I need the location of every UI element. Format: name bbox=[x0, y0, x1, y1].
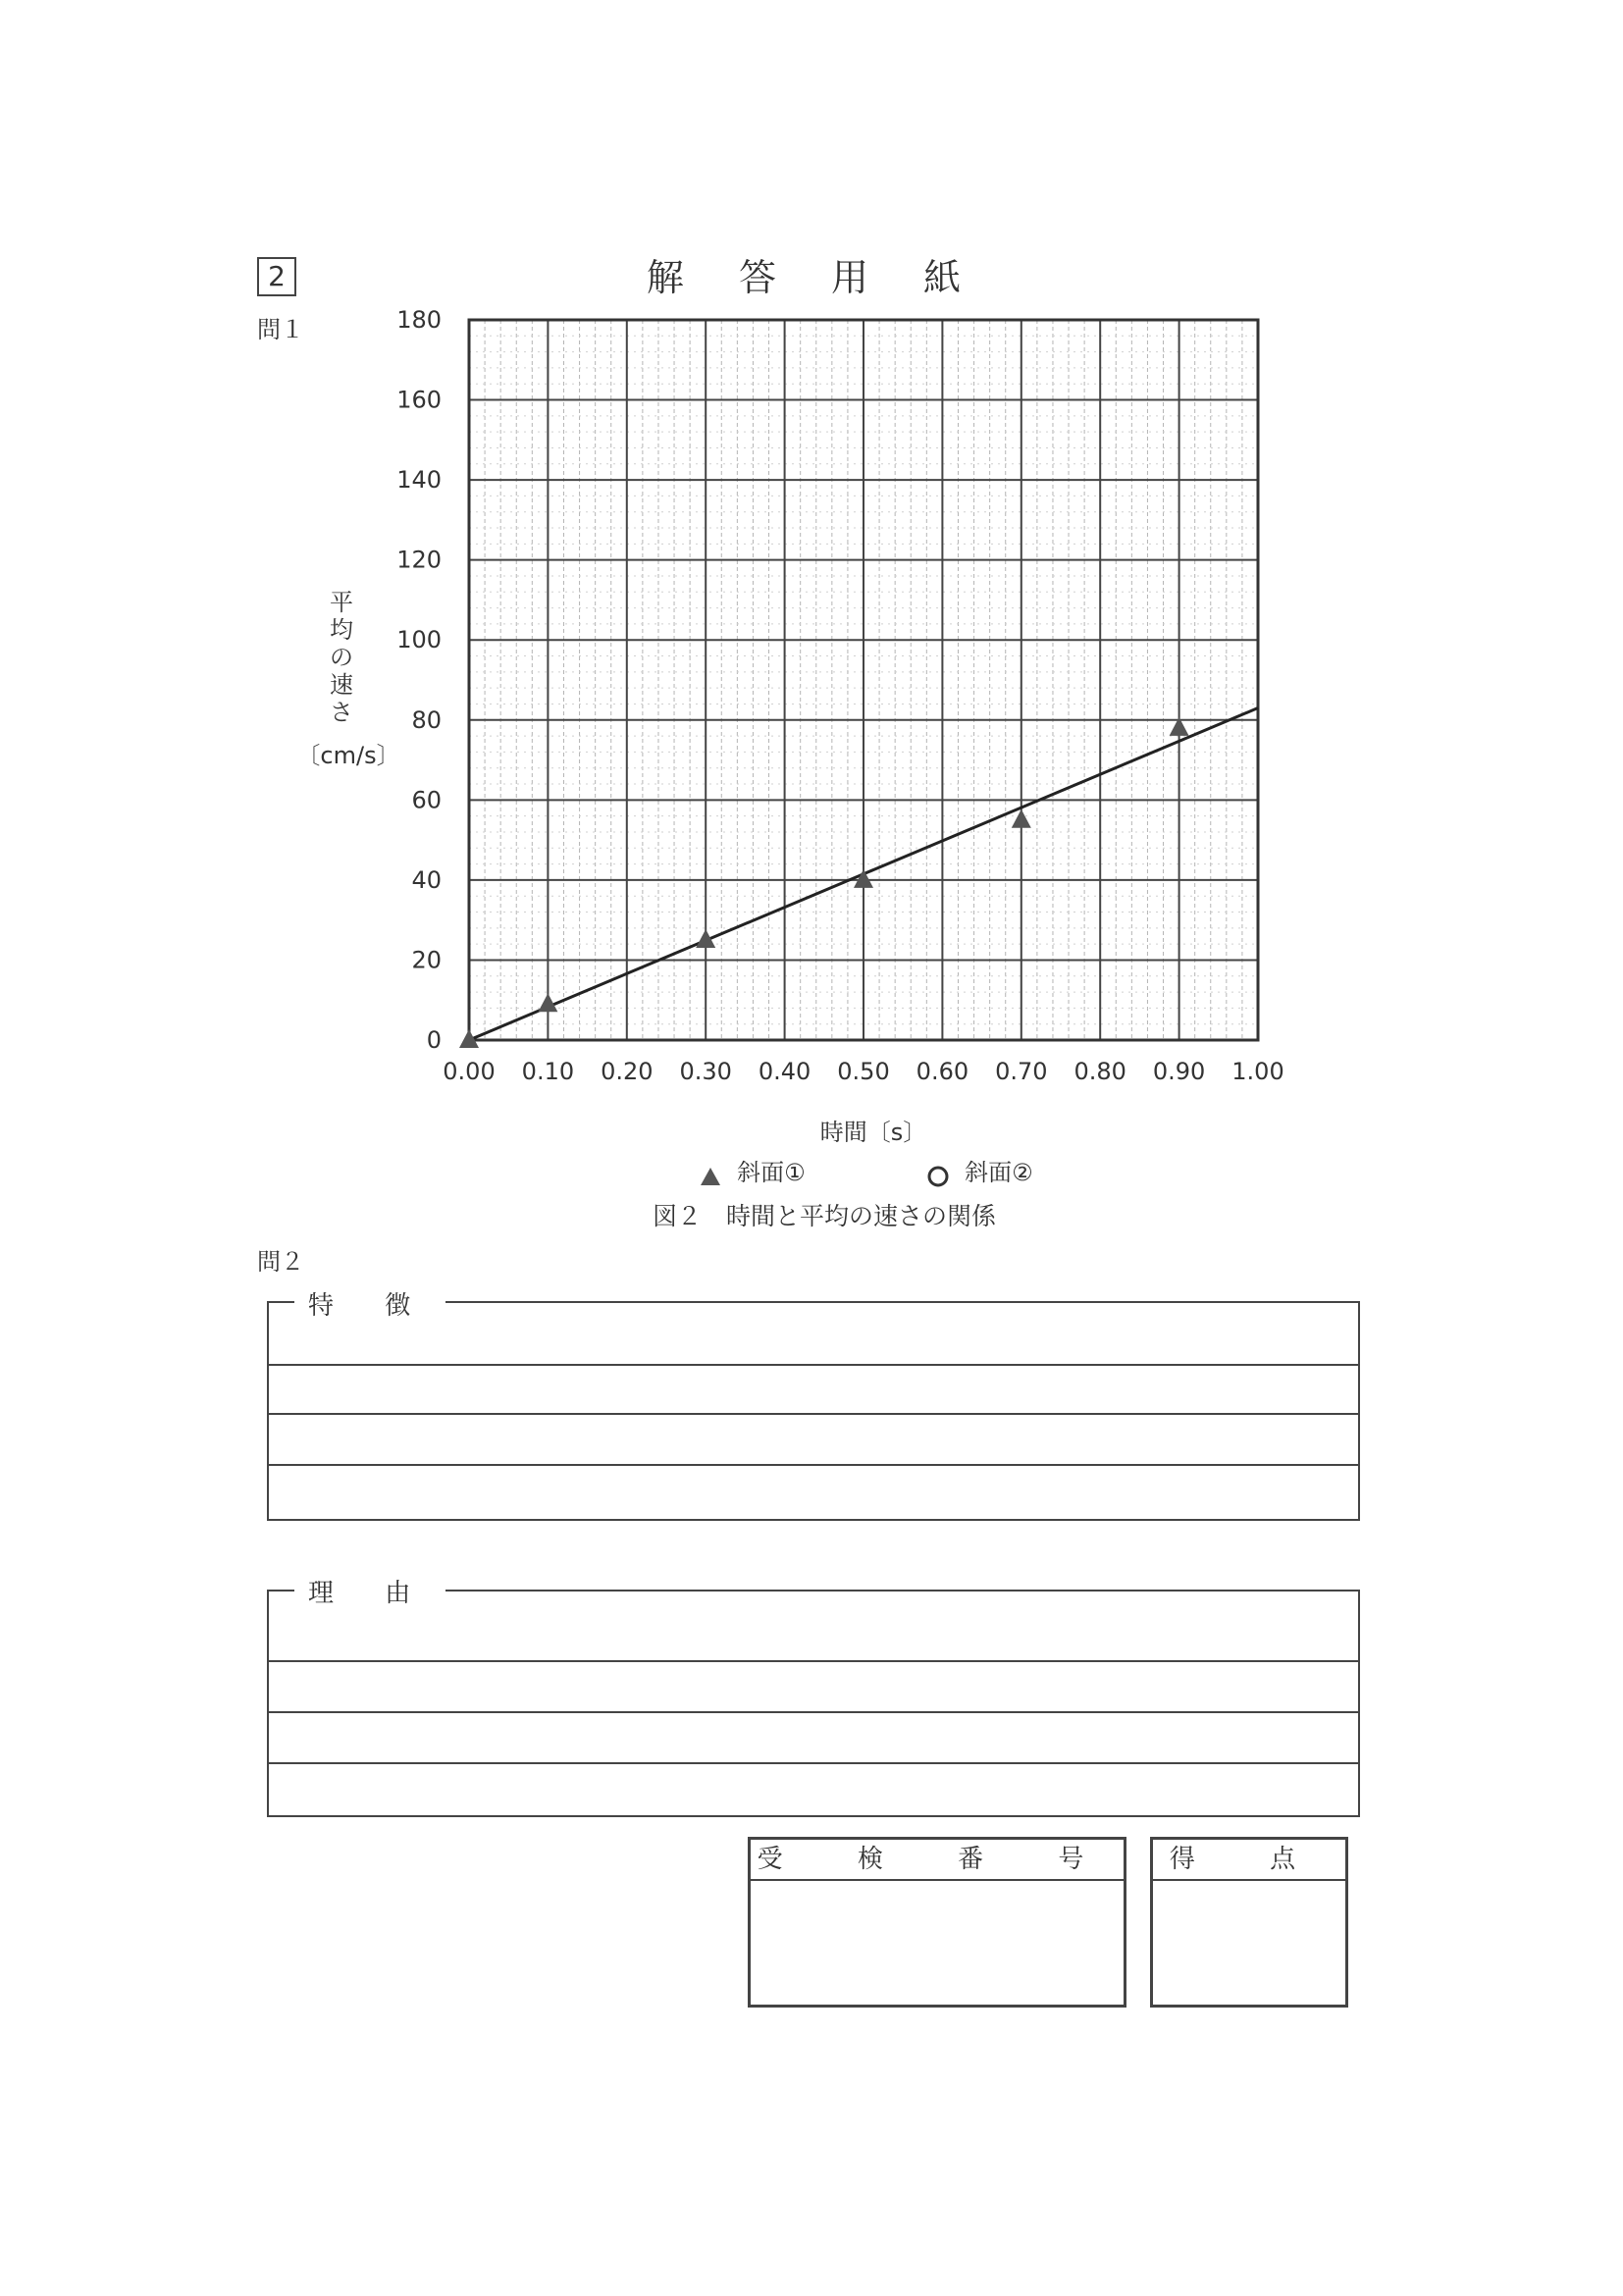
y-tick-label: 160 bbox=[396, 386, 442, 414]
score-label: 得 点 bbox=[1153, 1840, 1345, 1881]
y-tick-label: 140 bbox=[396, 466, 442, 495]
y-tick-label: 0 bbox=[426, 1026, 442, 1054]
page-title: 解 答 用 紙 bbox=[646, 256, 983, 299]
exam-number-label: 受 検 番 号 bbox=[751, 1840, 1124, 1881]
x-tick-label: 0.80 bbox=[1073, 1058, 1126, 1085]
x-tick-label: 1.00 bbox=[1231, 1058, 1284, 1085]
triangle-marker-icon bbox=[699, 1166, 722, 1187]
x-tick-label: 0.10 bbox=[521, 1058, 575, 1085]
score-box[interactable] bbox=[1150, 1837, 1348, 2008]
features-answer-box[interactable] bbox=[267, 1301, 1360, 1521]
circle-marker-icon bbox=[926, 1165, 950, 1188]
x-tick-label: 0.60 bbox=[916, 1058, 969, 1085]
features-label: 特 徴 bbox=[294, 1285, 445, 1322]
figure-caption: 図２ 時間と平均の速さの関係 bbox=[652, 1202, 996, 1230]
exam-number-box[interactable] bbox=[748, 1837, 1126, 2008]
reason-answer-box[interactable] bbox=[267, 1590, 1360, 1817]
y-tick-label: 40 bbox=[411, 865, 442, 894]
y-tick-label: 100 bbox=[396, 626, 442, 654]
y-axis-unit: 〔cm/s〕 bbox=[296, 742, 400, 769]
legend-series2 bbox=[926, 1153, 1033, 1188]
question-2-label: 問２ bbox=[257, 1248, 304, 1276]
y-tick-label: 120 bbox=[396, 546, 442, 574]
question-1-label: 問１ bbox=[257, 316, 304, 343]
x-tick-label: 0.50 bbox=[837, 1058, 890, 1085]
x-tick-label: 0.40 bbox=[758, 1058, 812, 1085]
x-tick-label: 0.00 bbox=[443, 1058, 496, 1085]
y-tick-label: 20 bbox=[411, 946, 442, 974]
reason-label: 理 由 bbox=[294, 1573, 445, 1609]
x-tick-label: 0.20 bbox=[601, 1058, 654, 1085]
x-tick-label: 0.70 bbox=[995, 1058, 1048, 1085]
y-tick-label: 180 bbox=[396, 306, 442, 334]
x-tick-label: 0.90 bbox=[1152, 1058, 1206, 1085]
y-axis-label: 平均の速さ bbox=[330, 589, 353, 726]
question-number-box: 2 bbox=[257, 257, 296, 296]
legend-series2-label: 斜面② bbox=[965, 1159, 1033, 1186]
y-tick-label: 60 bbox=[411, 786, 442, 814]
legend-series1 bbox=[699, 1153, 806, 1187]
x-tick-label: 0.30 bbox=[679, 1058, 732, 1085]
x-axis-label: 時間〔s〕 bbox=[819, 1119, 927, 1146]
y-tick-label: 80 bbox=[411, 705, 442, 734]
legend-series1-label: 斜面① bbox=[737, 1159, 806, 1186]
